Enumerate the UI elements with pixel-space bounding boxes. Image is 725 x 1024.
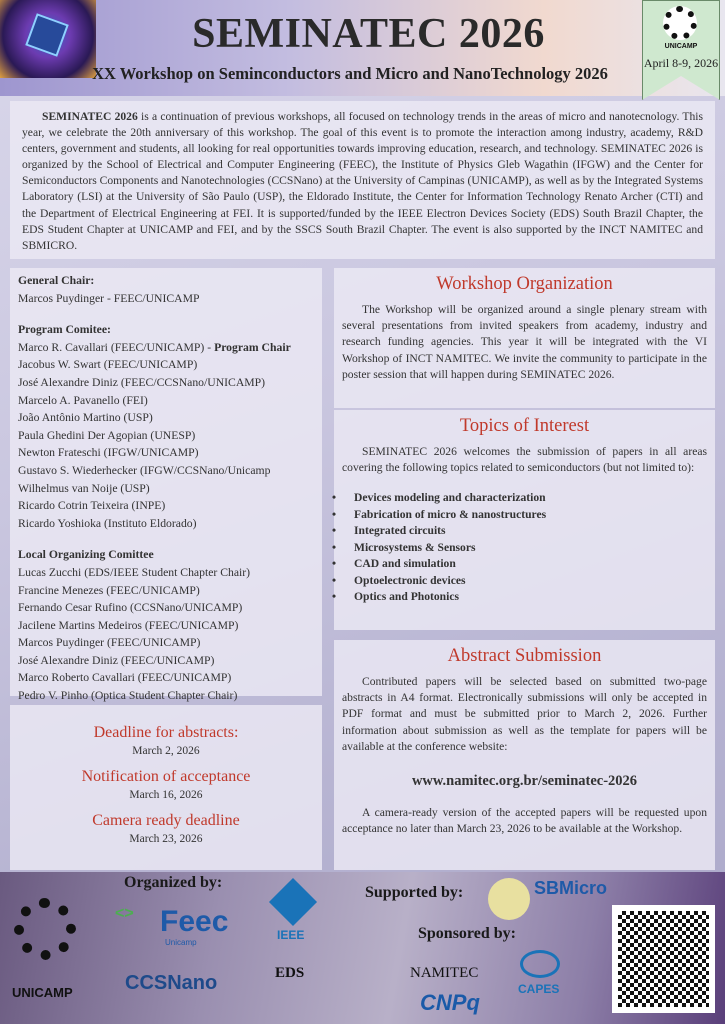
deadline-title: Notification of acceptance xyxy=(81,768,251,785)
deadline-title: Camera ready deadline xyxy=(92,812,240,829)
workshop-section xyxy=(334,268,715,408)
topics-section xyxy=(334,410,715,630)
unicamp-logo: UNICAMP xyxy=(12,985,73,1000)
capes-logo: CAPES xyxy=(518,982,560,996)
intro-lead: SEMINATEC 2026 xyxy=(42,110,138,123)
local-member: Jacilene Martins Medeiros (FEEC/UNICAMP) xyxy=(18,618,239,632)
abstract-title: Abstract Submission xyxy=(447,646,602,666)
deadlines-section xyxy=(10,705,322,870)
deadline-date: March 23, 2026 xyxy=(129,833,203,845)
local-member: Pedro V. Pinho (Optica Student Chapter Chair) xyxy=(18,689,238,703)
general-chair-label: General Chair: xyxy=(18,274,95,287)
topic-item: • Fabrication of micro & nanostructures xyxy=(332,507,707,524)
program-member: Wilhelmus van Noije (USP) xyxy=(18,481,150,495)
deadline-date: March 16, 2026 xyxy=(129,789,203,801)
topic-item: • Microsystems & Sensors xyxy=(332,540,707,557)
program-label: Program Comitee: xyxy=(18,323,111,337)
committee-section xyxy=(10,268,322,703)
abstract-section xyxy=(334,640,715,870)
sponsored-label: Sponsored by: xyxy=(418,925,516,942)
intro-text: is a continuation of previous workshops, all focused on technology trends in the areas of micro and nanotecnology. This year, we celebrate the 20th anniversary of this workshop. The goal of this event is to promote the interaction among industry, academy, R&D centers, government and students, all looking for real opportunities towards improving education, research, and technology. SEMINATEC 2026 is organized by the School of Electrical and Computer Engineering (FEEC), the Institute of Physics Gleb Wagathin (IFGW) and the Center for Semiconductors Components and Nanotechnologies (CCSNano) at the University of Campinas (UNICAMP), as well as by the Integrated Systems Laboratory (LSI) at the University of São Paulo (USP), the Eldorado Institute, the Center for Information Technology Renato Archer (CTI) and the Department of Electrical Engineering at FEI. It is supported/funded by the IEEE Electron Devices Society (EDS) South Brazil Chapter, the EDS Student Chapter at UNICAMP and FEI, and by the SSCS South Brazil Chapter. The event is also supported by the INCT NAMITEC and SBMICRO. xyxy=(22,110,703,252)
local-member: Francine Menezes (FEEC/UNICAMP) xyxy=(18,583,200,597)
topic-item: • Optics and Photonics xyxy=(332,589,707,606)
topic-item: • CAD and simulation xyxy=(332,556,707,573)
sbmicro-map-icon xyxy=(488,878,530,920)
organized-label: Organized by: xyxy=(124,874,223,891)
unicamp-logo-icon xyxy=(663,6,697,40)
poster-title: SEMINATEC 2026 xyxy=(192,11,545,57)
topics-title: Topics of Interest xyxy=(459,416,590,436)
topic-item: • Optoelectronic devices xyxy=(332,573,707,590)
local-label: Local Organizing Comittee xyxy=(18,548,154,562)
program-member: Marcelo A. Pavanello (FEI) xyxy=(18,393,148,407)
namitec-logo: NAMITEC xyxy=(410,965,479,981)
program-member: José Alexandre Diniz (FEEC/CCSNano/UNICAMP) xyxy=(18,375,266,389)
qr-code[interactable] xyxy=(612,905,715,1013)
program-member: Ricardo Cotrin Teixeira (INPE) xyxy=(18,499,166,513)
poster-subtitle: XX Workshop on Seminconductors and Micro and NanoTechnology 2026 xyxy=(92,64,608,83)
program-member: Newton Frateschi (IFGW/UNICAMP) xyxy=(18,446,199,460)
capes-icon xyxy=(520,950,560,978)
supported-label: Supported by: xyxy=(365,884,464,901)
general-chair: Marcos Puydinger - FEEC/UNICAMP xyxy=(18,291,200,305)
program-member: Paula Ghedini Der Agopian (UNESP) xyxy=(18,428,196,442)
local-member: Marcos Puydinger (FEEC/UNICAMP) xyxy=(18,636,201,650)
program-member: Jacobus W. Swart (FEEC/UNICAMP) xyxy=(18,358,198,372)
program-member: Gustavo S. Wiederhecker (IFGW/CCSNano/Unicamp xyxy=(18,463,271,477)
local-member: Lucas Zucchi (EDS/IEEE Student Chapter Chair) xyxy=(18,565,251,579)
deadline-title: Deadline for abstracts: xyxy=(93,724,239,741)
local-member: Fernando Cesar Rufino (CCSNano/UNICAMP) xyxy=(18,601,243,615)
cnpq-logo: CNPq xyxy=(420,990,480,1015)
intro-section xyxy=(10,101,715,259)
feec-sub: Unicamp xyxy=(165,938,197,947)
program-member: Ricardo Yoshioka (Instituto Eldorado) xyxy=(18,516,197,530)
ccsnano-logo: CCSNano xyxy=(125,972,218,994)
topics-text: SEMINATEC 2026 welcomes the submission of papers in all areas covering the following topics related to semiconductors (but not limited to): xyxy=(342,445,707,475)
eds-logo: EDS xyxy=(275,965,305,981)
event-date: April 8-9, 2026 xyxy=(643,56,719,70)
ieee-logo: IEEE xyxy=(277,928,305,942)
abstract-text-2: A camera-ready version of the accepted papers will be requested upon acceptance no later than March 23, 2026 to be available at the Workshop. xyxy=(342,806,707,836)
topic-item: • Integrated circuits xyxy=(332,523,707,540)
feec-logo: Feec xyxy=(160,905,229,938)
local-member: José Alexandre Diniz (FEEC/UNICAMP) xyxy=(18,653,215,667)
deadline-date: March 2, 2026 xyxy=(132,745,200,757)
local-member: Marco Roberto Cavallari (FEEC/UNICAMP) xyxy=(18,671,232,685)
unicamp-logo-icon xyxy=(14,898,76,960)
program-member: João Antônio Martino (USP) xyxy=(18,411,153,425)
workshop-text: The Workshop will be organized around a single plenary stream with several presentations from invited speakers from academy, industry and research funding agencies. This year it will be integrated with the VI Workshop of INCT NAMITEC. We invite the community to participate in the poster session that will happen during SEMINATEC 2026. xyxy=(342,303,707,381)
website-link[interactable]: www.namitec.org.br/seminatec-2026 xyxy=(411,773,638,790)
abstract-text: Contributed papers will be selected based on submitted two-page abstracts in A4 format. Electronically submissions will only be accepted in PDF format and must be submitted prior to March 2, 2026. Further information about submission as well as the template for papers will be available at the conference website: xyxy=(342,675,707,753)
workshop-title: Workshop Organization xyxy=(436,274,613,294)
topic-item: • Devices modeling and characterization xyxy=(332,490,707,507)
program-member: Marco R. Cavallari (FEEC/UNICAMP) - Program Chair xyxy=(18,340,291,354)
sbmicro-logo: SBMicro xyxy=(534,878,608,898)
ribbon-logo-label: UNICAMP xyxy=(664,43,698,50)
